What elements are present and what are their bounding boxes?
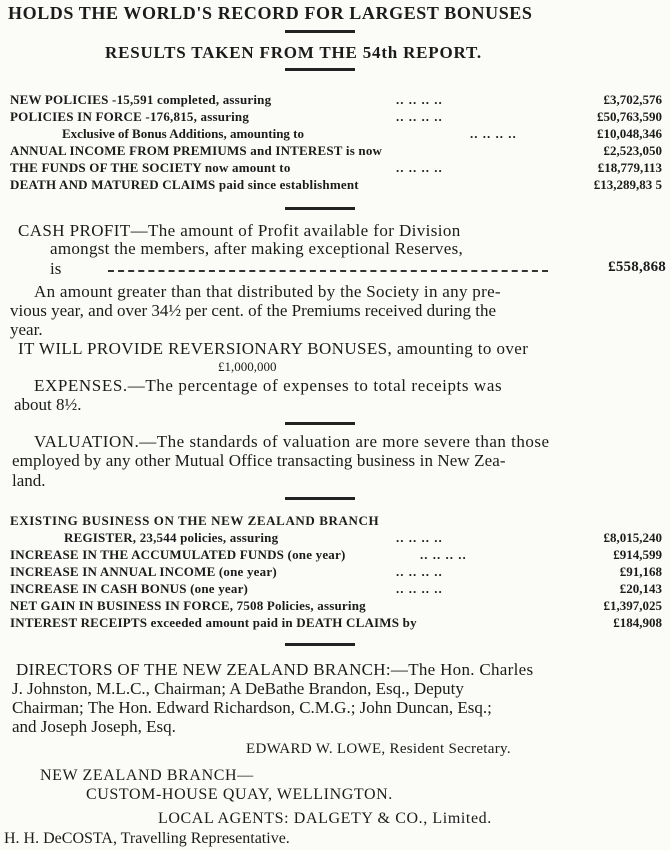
nz-row-label: NET GAIN IN BUSINESS IN FORCE, 7508 Policies, assuring [10,598,366,613]
report-row-label: Exclusive of Bonus Additions, amounting to [62,126,305,141]
directors-line: J. Johnston, M.L.C., Chairman; A DeBathe Brandon, Esq., Deputy [12,679,464,698]
report-row-label: POLICIES IN FORCE -176,815, assuring [10,109,250,124]
cash-profit-value: £558,868 [608,259,666,275]
divider [285,497,355,500]
leader-dots: .. .. .. .. [396,109,443,124]
directors-line: and Joseph Joseph, Esq. [12,717,176,736]
valuation-line: land. [12,471,46,490]
nz-row-value: £1,397,025 [603,598,662,613]
branch-line: NEW ZEALAND BRANCH— [40,767,254,784]
report-row-value: £3,702,576 [603,92,662,107]
valuation-line: VALUATION.—The standards of valuation are more severe than those [34,432,550,451]
representative-line: H. H. DeCOSTA, Travelling Representative. [4,830,290,847]
headline: HOLDS THE WORLD'S RECORD FOR LARGEST BONUSES [8,3,533,23]
expenses-line: EXPENSES.—The percentage of expenses to total receipts was [34,376,503,395]
nz-row-label: INCREASE IN CASH BONUS (one year) [10,581,249,596]
valuation-line: employed by any other Mutual Office transacting business in New Zea- [12,451,506,470]
report-row-label: THE FUNDS OF THE SOCIETY now amount to [10,160,291,175]
report-row-label: ANNUAL INCOME FROM PREMIUMS and INTEREST is now [10,143,383,158]
leader-dots: .. .. .. .. [396,581,443,596]
expenses-line: about 8½. [14,395,82,414]
leader-dots: .. .. .. .. [396,160,443,175]
divider [285,643,355,646]
report-row-value: £2,523,050 [603,143,662,158]
leader-dots: .. .. .. .. [420,547,467,562]
nz-row-label: INCREASE IN ANNUAL INCOME (one year) [10,564,277,579]
divider [285,30,355,33]
leader-dots: .. .. .. .. [470,126,517,141]
cash-text-line: year. [10,320,43,339]
divider [285,207,355,210]
leader-dots: .. .. .. .. [396,564,443,579]
bonuses-line: IT WILL PROVIDE REVERSIONARY BONUSES, amounting to over [18,339,529,358]
divider [285,422,355,425]
branch-line: CUSTOM-HOUSE QUAY, WELLINGTON. [86,786,393,803]
nz-row-label: INTEREST RECEIPTS exceeded amount paid in DEATH CLAIMS by [10,615,417,630]
dash-leader [108,270,548,272]
nz-row-value: £184,908 [613,615,662,630]
report-row-label: NEW POLICIES -15,591 completed, assuring [10,92,272,107]
report-row-value: £13,289,83 5 [593,177,662,192]
cash-profit-line: amongst the members, after making exceptional Reserves, [50,239,464,258]
divider [285,68,355,71]
report-row-value: £18,779,113 [597,160,662,175]
subheadline: RESULTS TAKEN FROM THE 54th REPORT. [105,43,482,62]
nz-row-label: REGISTER, 23,544 policies, assuring [64,530,279,545]
directors-line: DIRECTORS OF THE NEW ZEALAND BRANCH:—The Hon. Charles [16,660,534,679]
report-row-label: DEATH AND MATURED CLAIMS paid since establishment [10,177,359,192]
nz-row-value: £91,168 [619,564,662,579]
cash-profit-line: CASH PROFIT—The amount of Profit available for Division [18,221,461,240]
secretary-line: EDWARD W. LOWE, Resident Secretary. [246,741,511,757]
nz-row-value: £20,143 [619,581,662,596]
agents-line: LOCAL AGENTS: DALGETY & CO., Limited. [158,810,492,827]
cash-text-line: vious year, and over 34½ per cent. of the Premiums received during the [10,301,497,320]
leader-dots: .. .. .. .. [396,530,443,545]
nz-row-value: £914,599 [613,547,662,562]
nz-heading: EXISTING BUSINESS ON THE NEW ZEALAND BRANCH [10,513,380,528]
report-row-value: £50,763,590 [597,109,662,124]
report-row-value: £10,048,346 [597,126,662,141]
directors-line: Chairman; The Hon. Edward Richardson, C.M.G.; John Duncan, Esq.; [12,698,492,717]
nz-row-label: INCREASE IN THE ACCUMULATED FUNDS (one year) [10,547,346,562]
nz-row-value: £8,015,240 [603,530,662,545]
cash-text-line: An amount greater than that distributed by the Society in any pre- [34,282,501,301]
bonuses-amount: £1,000,000 [218,359,277,374]
leader-dots: .. .. .. .. [396,92,443,107]
cash-profit-line: is [50,259,62,278]
